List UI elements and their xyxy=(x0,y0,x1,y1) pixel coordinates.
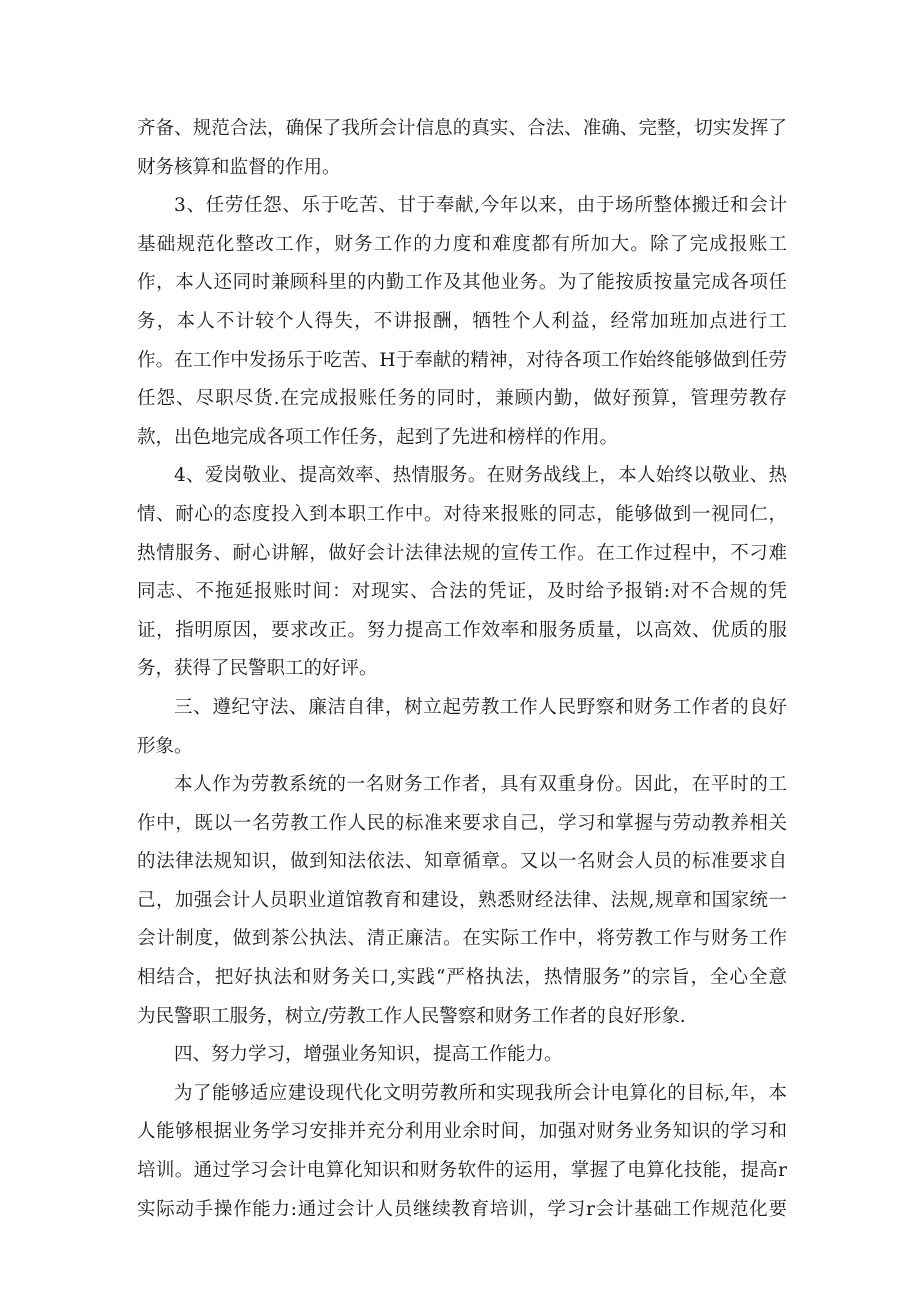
text-line: 务，本人不计较个人得失，不讲报酬，牺牲个人利益，经常加班加点进行工 xyxy=(137,310,787,332)
text-line: 形象。 xyxy=(137,735,193,757)
text-line: 作，本人还同时兼顾科里的内勤工作及其他业务。为了能按质按量完成各项任 xyxy=(137,272,787,294)
text-line: 人能够根据业务学习安排并充分利用业余时间，加强对财务业务知识的学习和 xyxy=(137,1121,787,1143)
text-line: 款，出色地完成各项工作任务，起到了先进和榜样的作用。 xyxy=(137,426,619,448)
text-line: 齐备、规范合法，确保了我所会计信息的真实、合法、准确、完整，切实发挥了 xyxy=(137,118,787,139)
text-line: 为民警职工服务，树立/劳教工作人民警察和财务工作者的良好形象. xyxy=(137,1005,686,1027)
text-line: 财务核算和监督的作用。 xyxy=(137,156,341,178)
text-line: 务，获得了民警职工的好评。 xyxy=(137,658,378,680)
text-line: 任怨、尽职尽货.在完成报账任务的同时，兼顾内勤，做好预算，管理劳教存 xyxy=(137,388,787,410)
text-line: 作。在工作中发扬乐于吃苦、H于奉献的精神，对待各项工作始终能够做到任劳 xyxy=(137,349,787,371)
text-line: 培训。通过学习会计电算化知识和财务软件的运用，掌握了电算化技能，提高r xyxy=(137,1160,787,1182)
text-line: 作中，既以一名劳教工作人民的标准来要求自己，学习和掌握与劳动教养相关 xyxy=(137,812,787,834)
text-line: 证，指明原因，要求改正。努力提高工作效率和服务质量，以高效、优质的服 xyxy=(137,619,787,641)
text-line: 四、努力学习，增强业务知识，提高工作能力。 xyxy=(174,1044,563,1066)
text-line: 4、爱岗敬业、提高效率、热情服务。在财务战线上，本人始终以敬业、热 xyxy=(174,465,787,487)
document-body xyxy=(137,110,787,1229)
text-line: 同志、不拖延报账时间：对现实、合法的凭证，及时给予报销:对不合规的凭 xyxy=(137,581,787,603)
text-line: 为了能够适应建设现代化文明劳教所和实现我所会计电算化的目标,年，本 xyxy=(174,1082,787,1104)
text-line: 相结合，把好执法和财务关口,实践“严格执法，热情服务”的宗旨，全心全意 xyxy=(137,967,787,989)
text-line: 己，加强会计人员职业道馆教育和建设，熟悉财经法律、法规,规章和国家统一 xyxy=(137,889,787,911)
text-line: 热情服务、耐心讲解，做好会计法律法规的宣传工作。在工作过程中，不刁难 xyxy=(137,542,787,564)
text-line: 的法律法规知识，做到知法依法、知章循章。又以一名财会人员的标准要求自 xyxy=(137,851,787,873)
text-line: 基础规范化整改工作，财务工作的力度和难度都有所加大。除了完成报账工 xyxy=(137,233,787,255)
text-line: 实际动手操作能力:通过会计人员继续教育培训，学习r会计基础工作规范化要 xyxy=(137,1198,787,1220)
text-line: 三、遵纪守法、廉洁自律，树立起劳教工作人民野察和财务工作者的良好 xyxy=(174,696,787,718)
text-line: 3、任劳任怨、乐于吃苦、甘于奉献,今年以来，由于场所整体搬迁和会计 xyxy=(174,195,787,217)
text-line: 情、耐心的态度投入到本职工作中。对待来报账的同志，能够做到一视同仁， xyxy=(137,503,787,525)
text-line: 会计制度，做到茶公执法、清正廉洁。在实际工作中，将劳教工作与财务工作 xyxy=(137,928,787,950)
text-line: 本人作为劳教系统的一名财务工作者，具有双重身份。因此，在平时的工 xyxy=(174,774,787,796)
